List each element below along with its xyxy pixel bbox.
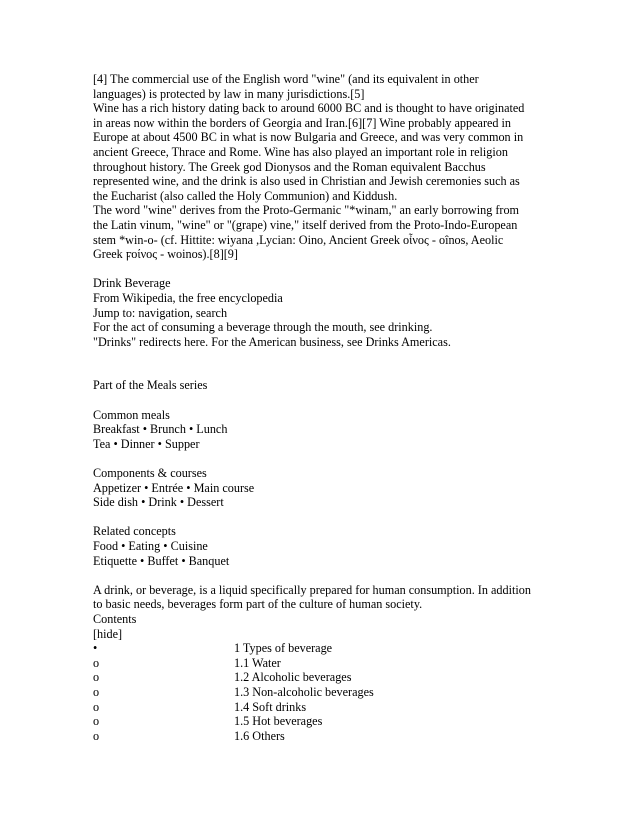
section-heading: Related concepts [93,524,176,539]
text-line: stem *win-o- (cf. Hittite: wiyana ,Lycian: Oino, Ancient Greek οἶνος - oînos, Aeolic [93,232,504,247]
toc-item[interactable] [93,700,593,715]
toc-item[interactable] [93,729,593,744]
toc-item[interactable] [93,685,593,700]
text-line: [4] The commercial use of the English word "wine" (and its equivalent in other [93,72,479,86]
jump-to-line: Jump to: navigation, search [93,305,228,320]
section-heading: Common meals [93,407,170,422]
toc-bullet: o [93,714,100,729]
article-header [93,276,593,349]
contents-box [93,612,593,743]
toc-label[interactable]: 1.1 Water [234,655,281,670]
related-line: Food • Eating • Cuisine [93,539,208,553]
toc-item[interactable] [93,670,593,685]
toc-label[interactable]: 1.6 Others [234,728,285,743]
spacer [93,364,593,379]
toc-label[interactable]: 1.4 Soft drinks [234,699,307,714]
text-line: in areas now within the borders of Georgia and Iran.[6][7] Wine probably appeared in [93,115,512,130]
text-line: the Latin vinum, "wine" or "(grape) vine," itself derived from the Proto-Indo-European [93,217,518,232]
text-line: to basic needs, beverages form part of the culture of human society. [93,597,423,612]
redirect-note: "Drinks" redirects here. For the American business, see Drinks Americas. [93,334,451,349]
text-line: the Eucharist (also called the Holy Communion) and Kiddush. [93,188,398,203]
document-page [93,72,593,743]
toc-label[interactable]: 1.3 Non-alcoholic beverages [234,684,374,699]
spacer [93,451,593,466]
spacer [93,349,593,364]
toc-label[interactable]: 1.5 Hot beverages [234,714,323,729]
spacer [93,393,593,408]
article-title: Drink Beverage [93,276,171,291]
components-line: Side dish • Drink • Dessert [93,495,224,510]
text-line: Greek ϝοίνος - woinos).[8][9] [93,247,238,262]
wine-paragraph [93,72,593,262]
spacer [93,510,593,525]
common-meals-section [93,408,593,452]
related-section [93,524,593,568]
text-line: Europe at about 4500 BC in what is now Bulgaria and Greece, and was very common in [93,130,524,145]
spacer [93,568,593,583]
toc-bullet: o [93,684,100,699]
related-line: Etiquette • Buffet • Banquet [93,553,230,568]
text-line: languages) is protected by law in many jurisdictions.[5] [93,86,365,101]
toc-label[interactable]: 1.2 Alcoholic beverages [234,670,352,685]
toc-label[interactable]: 1 Types of beverage [234,641,333,656]
toc-item[interactable] [93,714,593,729]
contents-title: Contents [93,611,137,626]
article-source: From Wikipedia, the free encyclopedia [93,290,283,305]
toc-bullet: • [93,641,98,656]
toc-bullet: o [93,655,100,670]
series-title: Part of the Meals series [93,378,208,393]
text-line: throughout history. The Greek god Dionysos and the Roman equivalent Bacchus [93,159,486,174]
toc-bullet: o [93,728,100,743]
toc-bullet: o [93,670,100,685]
text-line: The word "wine" derives from the Proto-Germanic "*winam," an early borrowing from [93,203,520,218]
hatnote: For the act of consuming a beverage through the mouth, see drinking. [93,320,433,335]
components-section [93,466,593,510]
toc-item[interactable] [93,656,593,671]
toc-bullet: o [93,699,100,714]
meals-line: Breakfast • Brunch • Lunch [93,422,228,437]
text-line: represented wine, and the drink is also used in Christian and Jewish ceremonies such as [93,174,520,189]
section-heading: Components & courses [93,466,207,481]
text-line: Wine has a rich history dating back to around 6000 BC and is thought to have originated [93,101,525,116]
spacer [93,262,593,277]
toc-item[interactable] [93,641,593,656]
intro-paragraph [93,583,593,612]
meals-line: Tea • Dinner • Supper [93,436,200,451]
text-line: ancient Greece, Thrace and Rome. Wine has also played an important role in religion [93,144,508,159]
contents-hide-toggle[interactable]: [hide] [93,626,123,641]
text-line: A drink, or beverage, is a liquid specifically prepared for human consumption. In addition [93,582,531,597]
components-line: Appetizer • Entrée • Main course [93,480,255,495]
